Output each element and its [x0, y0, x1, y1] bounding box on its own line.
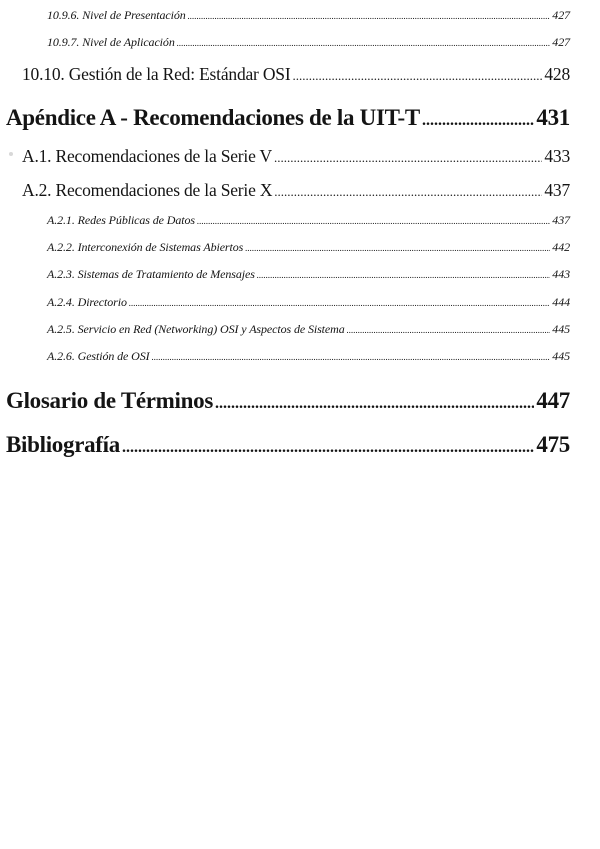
toc-entry-page: 428: [544, 64, 570, 84]
toc-entry-page: 427: [552, 8, 570, 22]
dot-leader: [197, 216, 550, 226]
toc-entry-page: 431: [536, 105, 570, 130]
dot-leader: [347, 325, 551, 335]
dot-leader: [292, 68, 542, 84]
toc-entry-a-2-5[interactable]: [47, 322, 570, 337]
toc-entry-title: Glosario de Términos: [6, 388, 213, 413]
dot-leader: [422, 112, 534, 130]
dot-leader: [177, 38, 551, 48]
toc-entry-page: 437: [552, 213, 570, 227]
toc-entry-title: 10.9.7. Nivel de Aplicación: [47, 35, 175, 49]
dot-leader: [152, 352, 551, 362]
toc-entry-page: 445: [552, 322, 570, 336]
toc-entry-title: Bibliografía: [6, 432, 120, 457]
dot-leader: [274, 184, 542, 200]
toc-entry-10-9-6[interactable]: [47, 8, 570, 23]
toc-entry-page: 445: [552, 349, 570, 363]
toc-entry-a-2-1[interactable]: [47, 213, 570, 228]
toc-entry-page: 437: [544, 180, 570, 200]
toc-entry-title: A.2.1. Redes Públicas de Datos: [47, 213, 195, 227]
toc-entry-page: 447: [536, 388, 570, 413]
dot-leader: [129, 298, 550, 308]
toc-entry-title: A.2.2. Interconexión de Sistemas Abiertos: [47, 240, 244, 254]
toc-entry-page: 443: [552, 267, 570, 281]
toc-entry-apendice-a[interactable]: [6, 105, 570, 131]
toc-entry-title: A.1. Recomendaciones de la Serie V: [22, 146, 272, 166]
dot-leader: [274, 150, 542, 166]
toc-entry-title: A.2.4. Directorio: [47, 295, 127, 309]
toc-entry-title: 10.10. Gestión de la Red: Estándar OSI: [22, 64, 291, 84]
scan-speck: [9, 152, 13, 156]
toc-entry-page: 427: [552, 35, 570, 49]
toc-entry-title: 10.9.6. Nivel de Presentación: [47, 8, 186, 22]
toc-entry-title: A.2. Recomendaciones de la Serie X: [22, 180, 273, 200]
toc-entry-title: A.2.6. Gestión de OSI: [47, 349, 150, 363]
toc-entry-a-2[interactable]: [22, 180, 570, 201]
toc-entry-a-2-2[interactable]: [47, 240, 570, 255]
toc-entry-10-9-7[interactable]: [47, 35, 570, 50]
toc-entry-page: 475: [536, 432, 570, 457]
toc-entry-title: A.2.5. Servicio en Red (Networking) OSI y Aspectos de Sistema: [47, 322, 345, 336]
dot-leader: [245, 243, 550, 253]
toc-entry-glosario[interactable]: [6, 388, 570, 414]
toc-entry-page: 433: [544, 146, 570, 166]
toc-entry-a-1[interactable]: [22, 146, 570, 167]
dot-leader: [257, 270, 551, 280]
toc-entry-page: 442: [552, 240, 570, 254]
toc-entry-title: Apéndice A - Recomendaciones de la UIT-T: [6, 105, 420, 130]
toc-entry-10-10[interactable]: [22, 64, 570, 85]
toc-entry-bibliografia[interactable]: [6, 432, 570, 458]
toc-entry-a-2-3[interactable]: [47, 267, 570, 282]
toc-entry-title: A.2.3. Sistemas de Tratamiento de Mensajes: [47, 267, 255, 281]
dot-leader: [188, 11, 551, 21]
dot-leader: [122, 439, 534, 457]
toc-entry-a-2-4[interactable]: [47, 295, 570, 310]
dot-leader: [215, 395, 534, 413]
toc-entry-a-2-6[interactable]: [47, 349, 570, 364]
toc-entry-page: 444: [552, 295, 570, 309]
